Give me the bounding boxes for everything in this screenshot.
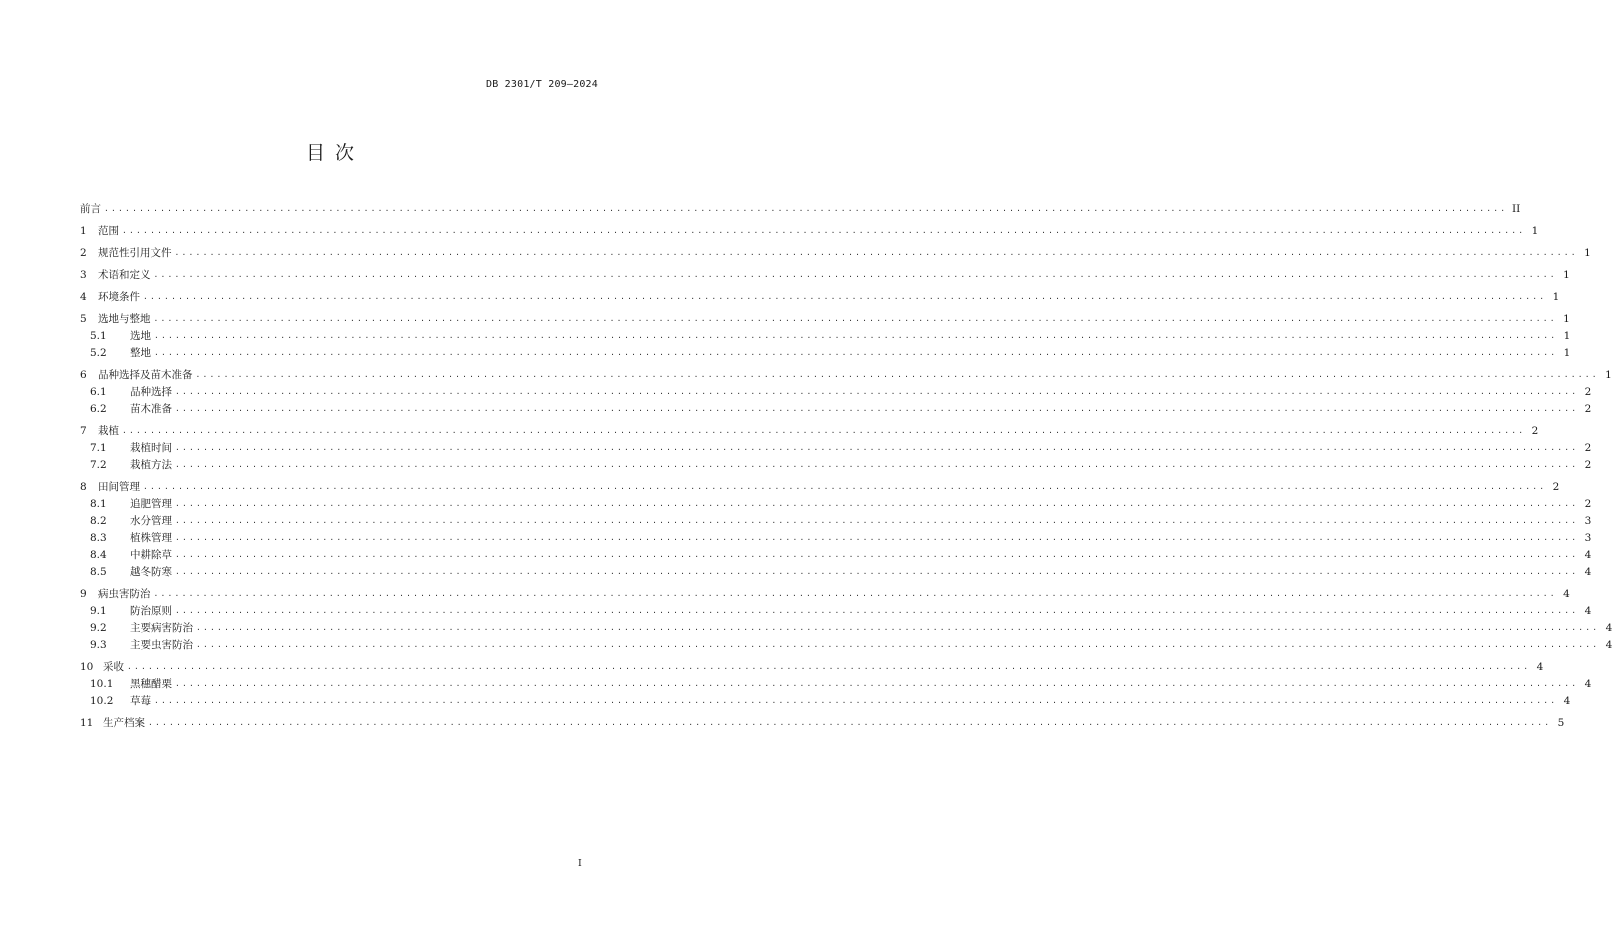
toc-entry-page: 4	[1584, 678, 1592, 690]
toc-entry-number: 5.2	[90, 347, 107, 359]
toc-entry-number: 10.2	[90, 695, 114, 707]
toc-entry-number: 8.1	[90, 498, 107, 510]
toc-entry-label: 品种选择及苗木准备	[98, 369, 193, 381]
toc-leader-dots: ........................................................................................................................................................................................................	[175, 606, 1579, 615]
toc-leader-dots: ........................................................................................................................................................................................................	[175, 460, 1579, 469]
toc-entry-label: 栽植	[98, 425, 119, 437]
toc-entry-label: 采收	[103, 661, 124, 673]
toc-entry-number: 7.2	[90, 459, 107, 471]
toc-entry[interactable]	[80, 530, 1592, 546]
toc-entry-page: 4	[1536, 661, 1544, 673]
toc-leader-dots: ........................................................................................................................................................................................................	[127, 662, 1531, 671]
toc-entry-number: 6	[80, 369, 87, 381]
toc-entry-label: 栽植时间	[130, 442, 172, 454]
toc-entry-page: 1	[1552, 291, 1560, 303]
toc-leader-dots: ........................................................................................................................................................................................................	[175, 499, 1579, 508]
toc-entry-page: 5	[1557, 717, 1565, 729]
toc-entry-number: 8	[80, 481, 87, 493]
toc-entry-page: 1	[1563, 269, 1570, 281]
toc-entry-number: 8.2	[90, 515, 107, 527]
toc-entry[interactable]	[80, 659, 1544, 675]
toc-leader-dots: ........................................................................................................................................................................................................	[154, 331, 1558, 340]
toc-entry-number: 2	[80, 247, 87, 259]
toc-entry-page: 1	[1563, 347, 1571, 359]
toc-entry-number: 3	[80, 269, 87, 281]
toc-leader-dots: ........................................................................................................................................................................................................	[153, 589, 1557, 598]
toc-entry[interactable]	[80, 564, 1592, 580]
toc-leader-dots: ........................................................................................................................................................................................................	[175, 679, 1579, 688]
doc-code: DB 2301/T 209—2024	[486, 79, 598, 90]
toc-entry-number: 6.1	[90, 386, 107, 398]
toc-entry[interactable]	[80, 603, 1592, 619]
toc-leader-dots: ........................................................................................................................................................................................................	[175, 550, 1579, 559]
toc-entry-page: 3	[1584, 532, 1592, 544]
toc-leader-dots: ........................................................................................................................................................................................................	[175, 533, 1579, 542]
toc-entry-label: 范围	[98, 225, 119, 237]
toc-entry-label: 生产档案	[103, 717, 145, 729]
toc-leader-dots: ........................................................................................................................................................................................................	[122, 226, 1526, 235]
toc-entry[interactable]	[80, 328, 1571, 344]
toc-entry[interactable]	[80, 586, 1570, 602]
toc-leader-dots: ........................................................................................................................................................................................................	[196, 623, 1600, 632]
toc-entry-label: 中耕除草	[130, 549, 172, 561]
toc-entry[interactable]	[80, 201, 1521, 217]
toc-entry-page: 4	[1563, 695, 1571, 707]
toc-entry-label: 栽植方法	[130, 459, 172, 471]
toc-entry-label: 术语和定义	[98, 269, 151, 281]
toc-leader-dots: ........................................................................................................................................................................................................	[175, 387, 1579, 396]
toc-entry-label: 越冬防寒	[130, 566, 172, 578]
toc-entry-page: 2	[1584, 442, 1592, 454]
toc-entry-page: 2	[1584, 498, 1592, 510]
toc-entry-number: 7	[80, 425, 87, 437]
toc-leader-dots: ........................................................................................................................................................................................................	[143, 482, 1547, 491]
toc-entry-label: 病虫害防治	[98, 588, 151, 600]
toc-leader-dots: ........................................................................................................................................................................................................	[175, 443, 1579, 452]
toc-entry-label: 防治原则	[130, 605, 172, 617]
toc-leader-dots: ........................................................................................................................................................................................................	[122, 426, 1526, 435]
toc-entry-label: 环境条件	[98, 291, 140, 303]
toc-entry-number: 11	[80, 717, 94, 729]
toc-entry-number: 9.3	[90, 639, 107, 651]
toc-entry-label: 追肥管理	[130, 498, 172, 510]
toc-entry-page: 4	[1584, 566, 1592, 578]
toc-entry-number: 9	[80, 588, 87, 600]
toc-entry[interactable]	[80, 676, 1592, 692]
toc-entry-label: 前言	[80, 203, 101, 215]
toc-entry[interactable]	[80, 289, 1560, 305]
toc-entry[interactable]	[80, 223, 1539, 239]
toc-entry[interactable]	[80, 384, 1592, 400]
toc-entry-page: 4	[1605, 622, 1612, 634]
toc-leader-dots: ........................................................................................................................................................................................................	[175, 567, 1579, 576]
toc-entry-label: 主要病害防治	[130, 622, 193, 634]
toc-entry-page: 1	[1563, 330, 1571, 342]
toc-entry-label: 主要虫害防治	[130, 639, 193, 651]
toc-entry[interactable]	[80, 457, 1592, 473]
toc-leader-dots: ........................................................................................................................................................................................................	[154, 348, 1558, 357]
toc-leader-dots: ........................................................................................................................................................................................................	[196, 640, 1600, 649]
toc-leader-dots: ........................................................................................................................................................................................................	[174, 248, 1578, 257]
toc-leader-dots: ........................................................................................................................................................................................................	[148, 718, 1552, 727]
toc-entry-page: 1	[1531, 225, 1539, 237]
toc-entry[interactable]	[80, 620, 1612, 636]
toc-leader-dots: ........................................................................................................................................................................................................	[175, 516, 1579, 525]
toc-entry-label: 品种选择	[130, 386, 172, 398]
toc-leader-dots: ........................................................................................................................................................................................................	[153, 314, 1557, 323]
toc-entry[interactable]	[80, 311, 1570, 327]
toc-leader-dots: ........................................................................................................................................................................................................	[195, 370, 1599, 379]
toc-entry-page: 2	[1531, 425, 1539, 437]
toc-entry[interactable]	[80, 547, 1592, 563]
toc-entry-page: 4	[1563, 588, 1570, 600]
toc-entry-number: 4	[80, 291, 87, 303]
toc-entry-page: 4	[1584, 549, 1592, 561]
toc-entry[interactable]	[80, 496, 1592, 512]
toc-entry-number: 6.2	[90, 403, 107, 415]
toc-entry-label: 整地	[130, 347, 151, 359]
toc-entry-label: 苗木准备	[130, 403, 172, 415]
toc-entry-page: 1	[1584, 247, 1591, 259]
toc-entry-page: 1	[1563, 313, 1570, 325]
page-number: I	[578, 858, 582, 869]
toc-entry-number: 10.1	[90, 678, 114, 690]
toc-entry-number: 5.1	[90, 330, 107, 342]
toc-entry[interactable]	[80, 423, 1539, 439]
toc-entry-label: 植株管理	[130, 532, 172, 544]
toc-entry[interactable]	[80, 267, 1570, 283]
toc-entry-number: 7.1	[90, 442, 107, 454]
toc-entry[interactable]	[80, 637, 1612, 653]
toc-entry[interactable]	[80, 245, 1591, 261]
toc-entry-number: 8.3	[90, 532, 107, 544]
toc-entry-number: 5	[80, 313, 87, 325]
toc-leader-dots: ........................................................................................................................................................................................................	[153, 270, 1557, 279]
toc-entry-page: 1	[1605, 369, 1612, 381]
toc-entry-number: 9.1	[90, 605, 107, 617]
toc-entry-page: 2	[1552, 481, 1560, 493]
toc-entry-number: 10	[80, 661, 94, 673]
toc-entry[interactable]	[80, 693, 1571, 709]
toc-entry-page: 3	[1584, 515, 1592, 527]
toc-entry[interactable]	[80, 440, 1592, 456]
toc-entry-page: 4	[1605, 639, 1612, 651]
toc-entry-page: 2	[1584, 403, 1592, 415]
toc-entry-label: 选地	[130, 330, 151, 342]
toc-entry-number: 9.2	[90, 622, 107, 634]
toc-entry-label: 草莓	[130, 695, 151, 707]
toc-entry-label: 选地与整地	[98, 313, 151, 325]
toc-entry[interactable]	[80, 715, 1565, 731]
toc-entry-page: II	[1511, 203, 1521, 215]
toc-entry-number: 8.5	[90, 566, 107, 578]
toc-entry-page: 2	[1584, 459, 1592, 471]
toc-entry[interactable]	[80, 345, 1571, 361]
toc-entry[interactable]	[80, 367, 1612, 383]
page-title: 目 次	[305, 142, 357, 164]
toc-entry-label: 黑穗醋栗	[130, 678, 172, 690]
toc-entry[interactable]	[80, 513, 1592, 529]
toc-leader-dots: ........................................................................................................................................................................................................	[143, 292, 1547, 301]
toc-leader-dots: ........................................................................................................................................................................................................	[154, 696, 1558, 705]
toc-entry-label: 田间管理	[98, 481, 140, 493]
toc-leader-dots: ........................................................................................................................................................................................................	[175, 404, 1579, 413]
toc-entry[interactable]	[80, 479, 1560, 495]
toc-entry-number: 1	[80, 225, 87, 237]
toc-entry-label: 水分管理	[130, 515, 172, 527]
toc-entry-page: 4	[1584, 605, 1592, 617]
toc-entry[interactable]	[80, 401, 1592, 417]
toc-leader-dots: ........................................................................................................................................................................................................	[104, 204, 1508, 213]
toc-entry-number: 8.4	[90, 549, 107, 561]
toc-entry-page: 2	[1584, 386, 1592, 398]
toc-entry-label: 规范性引用文件	[98, 247, 172, 259]
